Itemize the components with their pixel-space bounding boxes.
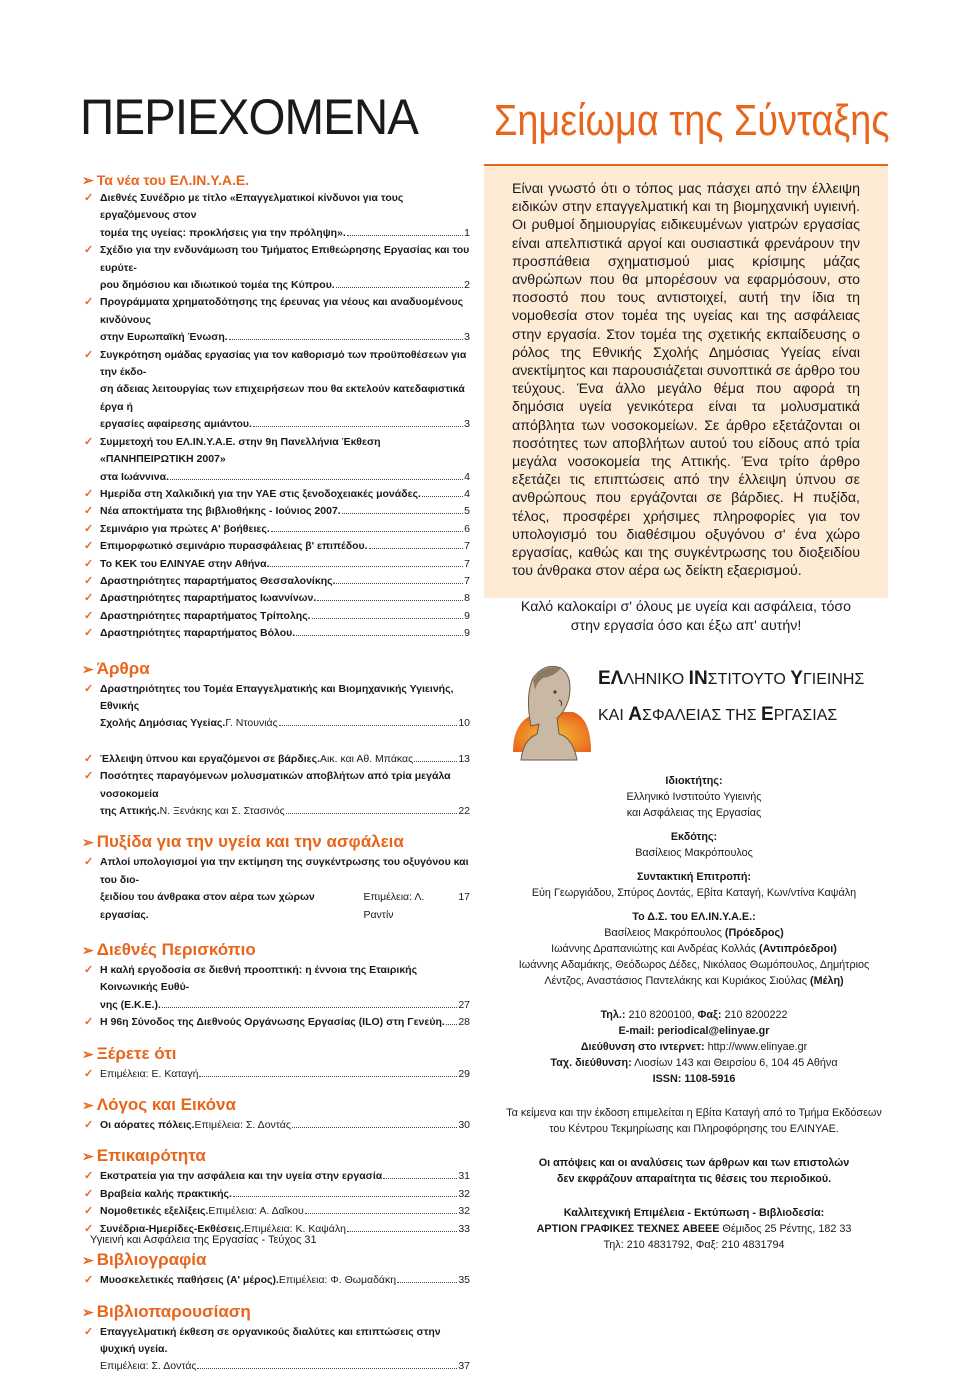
toc-item-text: Εκστρατεία για την ασφάλεια και την υγεία στην εργασία: [100, 1170, 383, 1183]
toc-section-title: Ξέρετε ότι: [96, 1043, 177, 1063]
toc-item-text: Νομοθετικές εξελίξεις.: [100, 1205, 209, 1218]
toc-section: [82, 830, 470, 924]
editorial-title: Σημείωμα της Σύνταξης: [494, 96, 890, 145]
checkmark-icon: ✓: [84, 296, 94, 309]
toc-item-editor: Ν. Ξενάκης και Σ. Στασινός: [159, 805, 285, 817]
toc-item[interactable]: [82, 768, 470, 820]
toc-item[interactable]: [82, 573, 470, 590]
contact-post: Ταχ. διεύθυνση: Λιοσίων 143 και Θειρσίου 6, 104 45 Αθήνα: [550, 1057, 838, 1069]
toc-item[interactable]: [82, 556, 470, 573]
toc-item-text: Επιμορφωτικό σεμινάριο πυρασφάλειας β' επιπέδου.: [100, 540, 368, 553]
arrow-icon: ➢: [82, 1303, 94, 1320]
toc-item-text: της Αττικής.: [100, 805, 160, 817]
toc-item-text: Σχολής Δημόσιας Υγείας.: [100, 717, 226, 730]
toc-item-text: Δραστηριότητες παραρτήματος Ιωαννίνων.: [100, 592, 317, 605]
checkmark-icon: ✓: [84, 1170, 94, 1183]
checkmark-icon: ✓: [84, 856, 94, 869]
toc-section: [82, 1300, 470, 1376]
toc-item[interactable]: [82, 1066, 470, 1083]
toc-item[interactable]: [82, 962, 470, 1014]
toc-item[interactable]: [82, 434, 470, 486]
checkmark-icon: ✓: [84, 1205, 94, 1218]
toc-item[interactable]: [82, 538, 470, 555]
toc-section: [82, 1144, 470, 1238]
toc-item-page: 17: [458, 891, 470, 904]
checkmark-icon: ✓: [84, 244, 94, 257]
arrow-icon: ➢: [82, 172, 94, 188]
owner-label: Ιδιοκτήτης:: [665, 775, 723, 787]
editing-note-line1: Τα κείμενα και την έκδοση επιμελείται η Εβίτα Καταγή από το Τμήμα Εκδόσεων: [506, 1107, 882, 1119]
toc-item-text: Απλοί υπολογισμοί για την εκτίμηση της συγκέντρωσης του οξυγόνου και του διο-: [100, 856, 469, 886]
checkmark-icon: ✓: [84, 574, 94, 587]
toc-section-title: Βιβλιογραφία: [96, 1250, 207, 1270]
checkmark-icon: ✓: [84, 1222, 94, 1235]
board-line3: Ιωάννης Αδαμάκης, Θεόδωρος Δέδες, Νικόλαος Θωμόπουλος, Δημήτριος: [518, 959, 870, 971]
toc-section-heading[interactable]: [82, 1300, 470, 1324]
toc-item-text: Συγκρότηση ομάδας εργασίας για τον καθορισμό των προϋποθέσεων για την έκδο-: [100, 348, 467, 379]
toc-item-text: Σχέδιο για την ενδυνάμωση του Τμήματος Επιθεώρησης Εργασίας και του ευρύτε-: [100, 244, 470, 274]
toc-item-page: 7: [464, 574, 470, 587]
toc-item-text: στην Ευρωπαϊκή Ένωση.: [100, 331, 228, 344]
checkmark-icon: ✓: [84, 435, 94, 448]
toc-item-editor: Επιμέλεια: Σ. Δοντάς: [194, 1119, 291, 1132]
toc-item-text: στα Ιωάννινα.: [100, 470, 169, 483]
toc-item-page: 7: [464, 557, 470, 570]
toc-item-page: 31: [458, 1170, 470, 1183]
arrow-icon: ➢: [82, 942, 94, 959]
owner-line2: και Ασφάλειας της Εργασίας: [626, 807, 762, 819]
checkmark-icon: ✓: [84, 348, 94, 361]
toc-item-text: Ημερίδα στη Χαλκιδική για την ΥΑΕ στις ξενοδοχειακές μονάδες.: [100, 487, 421, 500]
toc-item[interactable]: [82, 1168, 470, 1185]
opinion-note-line2: δεν εκφράζουν απαραίτητα τις θέσεις του περιοδικού.: [556, 1173, 832, 1185]
toc-item-page: 27: [458, 998, 470, 1011]
committee-label: Συντακτική Επιτροπή:: [636, 871, 752, 883]
board-label: Το Δ.Σ. του ΕΛ.ΙΝ.Υ.Α.Ε.:: [632, 911, 756, 923]
toc-item[interactable]: [82, 625, 470, 642]
page-footer: Υγιεινή και Ασφάλεια της Εργασίας - Τεύχος 31: [90, 1234, 317, 1246]
toc-item-editor: Γ. Ντουνιάς: [225, 717, 278, 730]
publisher: Βασίλειος Μακρόπουλος: [635, 847, 753, 859]
toc-item-text: Επαγγελματική έκθεση σε οργανικούς διαλύτες και επιπτώσεις στην ψυχική υγεία.: [100, 1325, 441, 1355]
checkmark-icon: ✓: [84, 1187, 94, 1200]
toc-item[interactable]: [82, 486, 470, 503]
opinion-note-line1: Οι απόψεις και οι αναλύσεις των άρθρων και των επιστολών: [538, 1157, 850, 1169]
checkmark-icon: ✓: [84, 964, 94, 977]
owner-line1: Ελληνικό Ινστιτούτο Υγιεινής: [626, 791, 762, 803]
toc-title: ΠΕΡΙΕΧΟΜΕΝΑ: [80, 89, 418, 145]
toc-item[interactable]: [82, 681, 470, 733]
arrow-icon: ➢: [82, 660, 94, 677]
institute-name-line2: ΚΑΙ ΑΣΦΑΛΕΙΑΣ ΤΗΣ ΕΡΓΑΣΙΑΣ: [598, 704, 838, 725]
toc-item-text: Δραστηριότητες του Τομέα Επαγγελματικής και Βιομηχανικής Υγιεινής, Εθνικής: [100, 682, 454, 712]
toc-item-page: 9: [464, 609, 470, 622]
checkmark-icon: ✓: [84, 192, 94, 204]
checkmark-icon: ✓: [84, 1274, 94, 1287]
toc-section-heading[interactable]: [82, 1248, 470, 1272]
institute-logo-bust-icon: [503, 656, 597, 766]
toc-item-page: 22: [458, 805, 470, 817]
toc-item[interactable]: [82, 1324, 470, 1376]
toc-item-text: νης (Ε.Κ.Ε.).: [100, 998, 161, 1011]
toc-section-heading[interactable]: [82, 657, 470, 681]
toc-section-title: Διεθνές Περισκόπιο: [96, 940, 256, 960]
contact-web[interactable]: Διεύθυνση στο ιντερνετ: http://www.elinyae.gr: [580, 1041, 808, 1053]
board-line1: Βασίλειος Μακρόπουλος (Πρόεδρος): [604, 927, 784, 939]
board-line2: Ιωάννης Δραπανιώτης και Ανδρέας Κολλάς (Αντιπρόεδροι): [551, 943, 837, 955]
toc-item-text: Το ΚΕΚ του ΕΛΙΝΥΑΕ στην Αθήνα.: [100, 557, 270, 570]
toc-item-page: 7: [464, 540, 470, 553]
toc-item-text: Βραβεία καλής πρακτικής.: [100, 1187, 232, 1200]
toc-item-page: 4: [464, 487, 470, 500]
toc-item-page: 33: [458, 1222, 470, 1235]
toc-item[interactable]: [82, 347, 470, 434]
toc-section-heading[interactable]: [82, 1093, 470, 1117]
toc-item-page: 2: [464, 279, 470, 292]
toc-item-page: 30: [458, 1119, 470, 1132]
checkmark-icon: ✓: [84, 557, 94, 570]
toc-item-text: Σεμινάριο για πρώτες Α' βοήθειες.: [100, 522, 270, 535]
toc-section-heading[interactable]: [82, 1144, 470, 1168]
checkmark-icon: ✓: [84, 522, 94, 535]
arrow-icon: ➢: [82, 1097, 94, 1114]
toc-item-page: 29: [458, 1067, 470, 1080]
toc-section: [82, 170, 470, 643]
toc-item-page: 28: [458, 1016, 470, 1029]
toc-item-text: Ποσότητες παραγόμενων μολυσματικών αποβλήτων από τρία μεγάλα νοσοκομεία: [100, 770, 451, 800]
toc-section-title: Άρθρα: [96, 658, 150, 678]
print-tel: Τηλ: 210 4831792, Φαξ: 210 4831794: [603, 1239, 785, 1251]
toc-section-title: Πυξίδα για την υγεία και την ασφάλεια: [96, 832, 404, 852]
toc-item-text: ση άδειας λειτουργίας των επιχειρήσεων που θα εκτελούν κατεδαφιστικά έργα ή: [100, 383, 465, 413]
toc-item-page: 1: [464, 226, 470, 239]
toc-item-editor: Επιμέλεια: Κ. Καψάλη: [244, 1222, 346, 1235]
toc-item-text: Δραστηριότητες παραρτήματος Βόλου.: [100, 627, 296, 640]
arrow-icon: ➢: [82, 834, 94, 851]
toc-item-text: τομέα της υγείας: προκλήσεις για την πρόληψη».: [100, 226, 346, 239]
editorial-body: Είναι γνωστό ότι ο τόπος μας πάσχει από την έλλειψη ειδικών στην επαγγελματική και τη βιομηχανική υγιεινή. Οι ρυθμοί δημιουργίας ειδικευμένων γιατρών εργασίας είναι απελπιστικά αργοί και ουσιαστικά φρενάρουν την προσπάθεια σχηματισμού μιας κρίσιμης μάζας ανθρώπων που θα μπορέσουν να εφαρμόσουν, στο ποσοστό που τους αντιστοιχεί, αυτή την ίδια τη νομοθεσία στον τομέα της υγείας και της ασφάλειας στην εργασία. Στον τομέα της σχετικής εκπαίδευσης ο ρόλος της Εθνικής Σχολής Δημόσιας Υγείας είναι ανεκτίμητος και παρουσιάζεται συνοπτικά σε άρθρο του τεύχους. Ένα άλλο μεγάλο θέμα που αφορά τη δημόσια υγεία γενικότερα είναι τα μολυσματικά απόβλητα των νοσοκομείων. Σε άρθρο εξετάζονται οι ποσότητες των αποβλήτων αυτού του είδους από τρία μεγάλα νοσοκομεία της Αττικής. Ένα τρίτο άρθρο εξετάζει τις επιπτώσεις από την έλλειψη ύπνου σε ανθρώπους που εργάζονται σε βάρδιες. Η πυξίδα, τέλος, προσφέρει χρήσιμες πληροφορίες για τον υπολογισμό του διαθέσιμου οξυγόνου σ' ένα χώρο εργασίας, καθώς και της συγκέντρωσης του διοξειδίου του άνθρακα στον αέρα ως δείκτη εξαερισμού.: [512, 181, 860, 580]
toc-item-text: Προγράμματα χρηματοδότησης της έρευνας για νέους και αναδυομένους κινδύνους: [100, 296, 464, 326]
checkmark-icon: ✓: [84, 627, 94, 640]
toc-section-title: Βιβλιοπαρουσίαση: [96, 1301, 251, 1321]
toc-item[interactable]: [82, 1203, 470, 1220]
toc-item[interactable]: [82, 1272, 470, 1289]
toc-item[interactable]: [82, 590, 470, 607]
editing-note-line2: του Κέντρου Τεκμηρίωσης και Πληροφόρησης του ΕΛΙΝΥΑΕ.: [549, 1123, 839, 1135]
checkmark-icon: ✓: [84, 1325, 94, 1338]
editorial-closing: Καλό καλοκαίρι σ' όλους με υγεία και ασφάλεια, τόσο στην εργασία όσο και έξω απ' αυτήν!: [520, 599, 852, 634]
toc-section-heading[interactable]: [82, 170, 470, 190]
toc-item-text: Συμμετοχή του ΕΛ.ΙΝ.Υ.Α.Ε. στην 9η Πανελλήνια Έκθεση «ΠΑΝΗΠΕΙΡΩΤΙΚΗ 2007»: [100, 435, 381, 466]
toc-item-text: Έλλειψη ύπνου και εργαζόμενοι σε βάρδιες.: [100, 752, 321, 765]
masthead: [484, 773, 904, 1253]
toc-item-page: 5: [464, 505, 470, 518]
toc-item-editor: Επιμέλεια: Σ. Δοντάς: [100, 1360, 197, 1373]
toc-item-editor: Επιμέλεια: Λ. Ραντίν: [363, 891, 425, 921]
toc-item-text: ξειδίου του άνθρακα στον αέρα των χώρων εργασίας.: [100, 891, 315, 921]
toc-section-title: Τα νέα του ΕΛ.ΙΝ.Υ.Α.Ε.: [96, 172, 250, 188]
toc-section: [82, 938, 470, 1032]
institute-name: [598, 661, 864, 733]
checkmark-icon: ✓: [84, 592, 94, 605]
toc-item-text: Νέα αποκτήματα της βιβλιοθήκης - Ιούνιος 2007.: [100, 505, 341, 518]
toc-item-editor: Επιμέλεια: Φ. Θωμαδάκη: [278, 1274, 397, 1287]
toc-item-page: 13: [458, 752, 470, 765]
toc-item-editor: Αικ. και Αθ. Μπάκας: [320, 752, 414, 765]
toc-item-text: Η καλή εργοδοσία σε διεθνή προοπτική: η έννοια της Εταιρικής Κοινωνικής Ευθύ-: [100, 964, 418, 994]
checkmark-icon: ✓: [84, 770, 94, 783]
contact-phone: Τηλ.: 210 8200100, Φαξ: 210 8200222: [600, 1009, 788, 1021]
committee: Εύη Γεωργιάδου, Σπύρος Δοντάς, Εβίτα Καταγή, Κων/ντίνα Καψάλη: [531, 887, 857, 899]
toc-item-text: ρου δημόσιου και ιδιωτικού τομέα της Κύπρου.: [100, 279, 335, 292]
institute-name-line1: ΕΛΛΗΝΙΚΟ ΙΝΣΤΙΤΟΥΤΟ ΥΓΙΕΙΝΗΣ: [598, 668, 865, 689]
checkmark-icon: ✓: [84, 505, 94, 518]
checkmark-icon: ✓: [84, 609, 94, 622]
toc-item-page: 3: [464, 418, 470, 431]
toc-section-heading[interactable]: [82, 1042, 470, 1066]
checkmark-icon: ✓: [84, 540, 94, 553]
checkmark-icon: ✓: [84, 1016, 94, 1029]
toc-item-page: 6: [464, 522, 470, 535]
table-of-contents: [82, 170, 470, 1376]
toc-item-page: 32: [458, 1187, 470, 1200]
board-line4: Λέντζος, Αναστάσιος Παντελάκης και Κυριάκος Σιούλας (Μέλη): [544, 975, 844, 987]
toc-item-text: Δραστηριότητες παραρτήματος Τρίπολης.: [100, 609, 311, 622]
checkmark-icon: ✓: [84, 487, 94, 500]
toc-item-page: 8: [464, 592, 470, 605]
toc-item-text: Δραστηριότητες παραρτήματος Θεσσαλονίκης.: [100, 574, 336, 587]
toc-item-text: Η 96η Σύνοδος της Διεθνούς Οργάνωσης Εργασίας (ILO) στη Γενεύη.: [100, 1016, 445, 1029]
toc-section: [82, 1042, 470, 1083]
toc-section: [82, 1248, 470, 1289]
toc-item[interactable]: [82, 242, 470, 294]
toc-item[interactable]: [82, 521, 470, 538]
toc-item[interactable]: [82, 294, 470, 346]
toc-section-heading[interactable]: [82, 938, 470, 962]
print-label: Καλλιτεχνική Επιμέλεια - Εκτύπωση - Βιβλιοδεσία:: [563, 1207, 825, 1219]
print-name: ΑΡΤΙΟΝ ΓΡΑΦΙΚΕΣ ΤΕΧΝΕΣ ΑΒΕΕΕ Θέμιδος 25 Ρέντης, 182 33: [536, 1223, 852, 1235]
toc-item[interactable]: [82, 1014, 470, 1031]
toc-item-text: Οι αόρατες πόλεις.: [100, 1119, 195, 1132]
toc-item[interactable]: [82, 1186, 470, 1203]
toc-item[interactable]: [82, 608, 470, 625]
toc-item-text: Συνέδρια-Ημερίδες-Εκθέσεις.: [100, 1222, 245, 1235]
checkmark-icon: ✓: [84, 1067, 94, 1080]
toc-item[interactable]: [82, 503, 470, 520]
toc-item-page: 3: [464, 331, 470, 344]
toc-item-text: Μυοσκελετικές παθήσεις (Α' μέρος).: [100, 1274, 279, 1287]
toc-item-page: 9: [464, 627, 470, 640]
arrow-icon: ➢: [82, 1252, 94, 1269]
toc-section-title: Λόγος και Εικόνα: [96, 1095, 236, 1115]
issn: ISSN: 1108-5916: [652, 1073, 736, 1085]
toc-item[interactable]: [82, 751, 470, 768]
toc-item-text: εργασίες αφαίρεσης αμιάντου.: [100, 418, 252, 431]
toc-section: [82, 657, 470, 821]
publisher-label: Εκδότης:: [670, 831, 718, 843]
toc-section-heading[interactable]: [82, 830, 470, 854]
toc-item-page: 35: [458, 1274, 470, 1287]
toc-section: [82, 1093, 470, 1134]
toc-item[interactable]: [82, 190, 470, 242]
checkmark-icon: ✓: [84, 1119, 94, 1132]
toc-section-title: Επικαιρότητα: [96, 1146, 206, 1166]
checkmark-icon: ✓: [84, 752, 94, 765]
toc-item-text: Διεθνές Συνέδριο με τίτλο «Επαγγελματικοί κίνδυνοι για τους εργαζόμενους στον: [100, 192, 404, 222]
checkmark-icon: ✓: [84, 682, 94, 695]
toc-item[interactable]: [82, 854, 470, 924]
arrow-icon: ➢: [82, 1148, 94, 1165]
toc-item-editor: Επιμέλεια: Α. Δαΐκου: [208, 1205, 304, 1218]
contact-email[interactable]: E-mail: periodical@elinyae.gr: [618, 1025, 770, 1037]
arrow-icon: ➢: [82, 1045, 94, 1062]
editorial-box: [484, 164, 888, 634]
toc-item-page: 37: [458, 1360, 470, 1373]
toc-item-editor: Επιμέλεια: Ε. Καταγή: [100, 1067, 199, 1080]
toc-item[interactable]: [82, 1117, 470, 1134]
toc-item-page: 32: [458, 1205, 470, 1218]
toc-item-page: 4: [464, 470, 470, 483]
toc-item-page: 10: [458, 717, 470, 730]
